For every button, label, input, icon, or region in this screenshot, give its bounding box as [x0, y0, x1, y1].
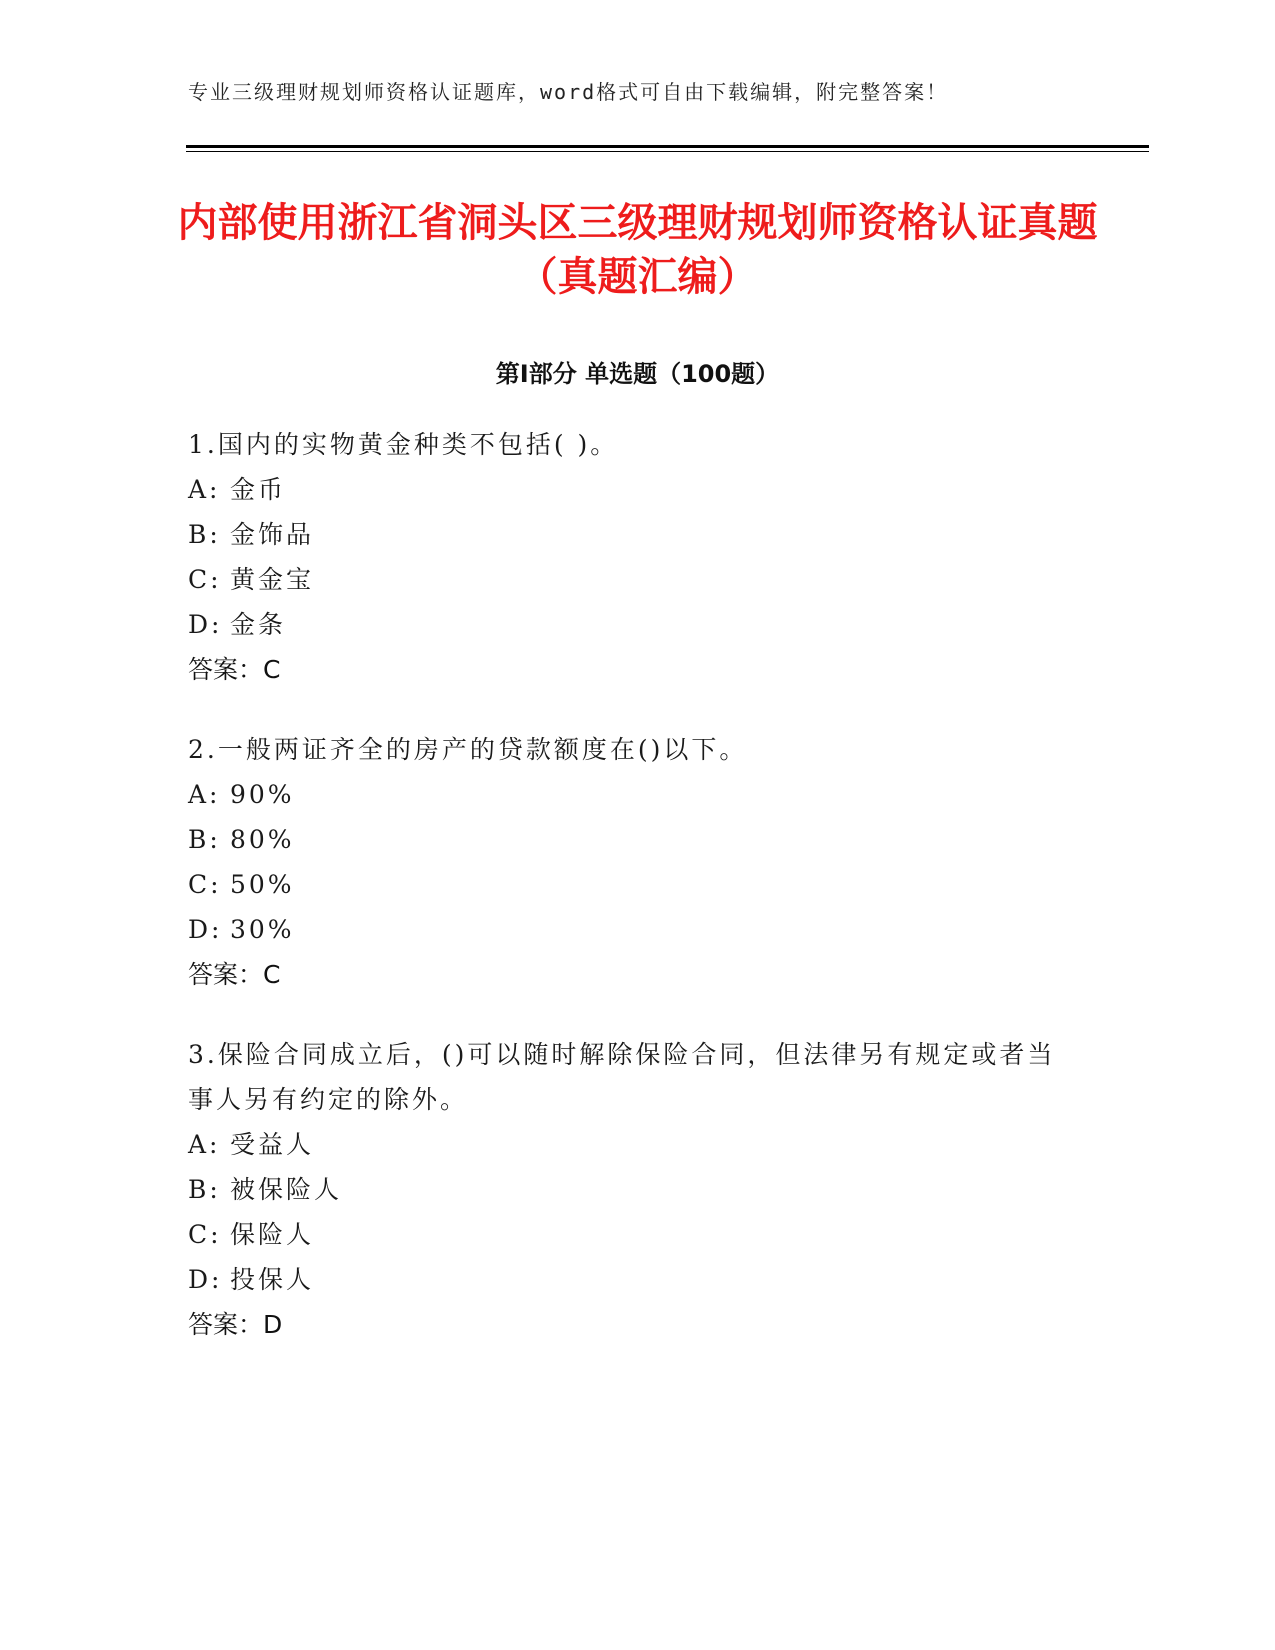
header-divider-thin: [186, 151, 1149, 152]
answer-value: C: [263, 960, 281, 989]
option-letter: B:: [188, 520, 221, 549]
question-3: [188, 1032, 1068, 1347]
option-b: [188, 512, 1068, 557]
option-letter: C:: [188, 565, 222, 594]
option-text: 80%: [230, 825, 295, 854]
option-letter: C:: [188, 1220, 222, 1249]
question-stem: 2.一般两证齐全的房产的贷款额度在()以下。: [188, 735, 748, 764]
option-c: [188, 862, 1068, 907]
option-text: 保险人: [230, 1220, 315, 1249]
option-text: 受益人: [230, 1130, 315, 1159]
option-letter: D:: [188, 915, 223, 944]
answer-label: 答案：: [188, 655, 264, 684]
option-letter: B:: [188, 1175, 221, 1204]
option-text: 被保险人: [230, 1175, 343, 1204]
option-a: [188, 467, 1068, 512]
answer-line: [188, 952, 1068, 997]
option-d: [188, 602, 1068, 647]
header-note: 专业三级理财规划师资格认证题库，word格式可自由下载编辑，附完整答案！: [188, 80, 949, 104]
option-text: 30%: [230, 915, 295, 944]
option-letter: D:: [188, 1265, 223, 1294]
option-c: [188, 1212, 1068, 1257]
option-letter: A:: [188, 780, 221, 809]
option-d: [188, 1257, 1068, 1302]
header-divider-thick: [186, 145, 1149, 148]
question-stem: 1.国内的实物黄金种类不包括( )。: [188, 430, 619, 459]
option-text: 90%: [230, 780, 295, 809]
answer-label: 答案：: [188, 960, 264, 989]
option-letter: A:: [188, 1130, 221, 1159]
option-text: 黄金宝: [230, 565, 315, 594]
option-letter: C:: [188, 870, 222, 899]
option-text: 50%: [230, 870, 295, 899]
question-2: [188, 727, 1068, 997]
document-title: 内部使用浙江省洞头区三级理财规划师资格认证真题（真题汇编）: [177, 200, 1098, 300]
question-1: [188, 422, 1068, 692]
option-text: 金饰品: [230, 520, 315, 549]
question-stem: 3.保险合同成立后，()可以随时解除保险合同，但法律另有规定或者当事人另有约定的除外。: [188, 1040, 1056, 1114]
option-text: 金币: [230, 475, 287, 504]
option-text: 投保人: [230, 1265, 315, 1294]
section-heading: 第Ⅰ部分 单选题（100题）: [495, 360, 780, 388]
answer-line: [188, 1302, 1068, 1347]
option-d: [188, 907, 1068, 952]
option-b: [188, 817, 1068, 862]
option-letter: B:: [188, 825, 221, 854]
option-a: [188, 772, 1068, 817]
option-b: [188, 1167, 1068, 1212]
option-letter: D:: [188, 610, 223, 639]
option-c: [188, 557, 1068, 602]
answer-value: D: [263, 1310, 283, 1339]
answer-line: [188, 647, 1068, 692]
option-a: [188, 1122, 1068, 1167]
option-letter: A:: [188, 475, 221, 504]
answer-label: 答案：: [188, 1310, 264, 1339]
option-text: 金条: [230, 610, 287, 639]
answer-value: C: [263, 655, 281, 684]
